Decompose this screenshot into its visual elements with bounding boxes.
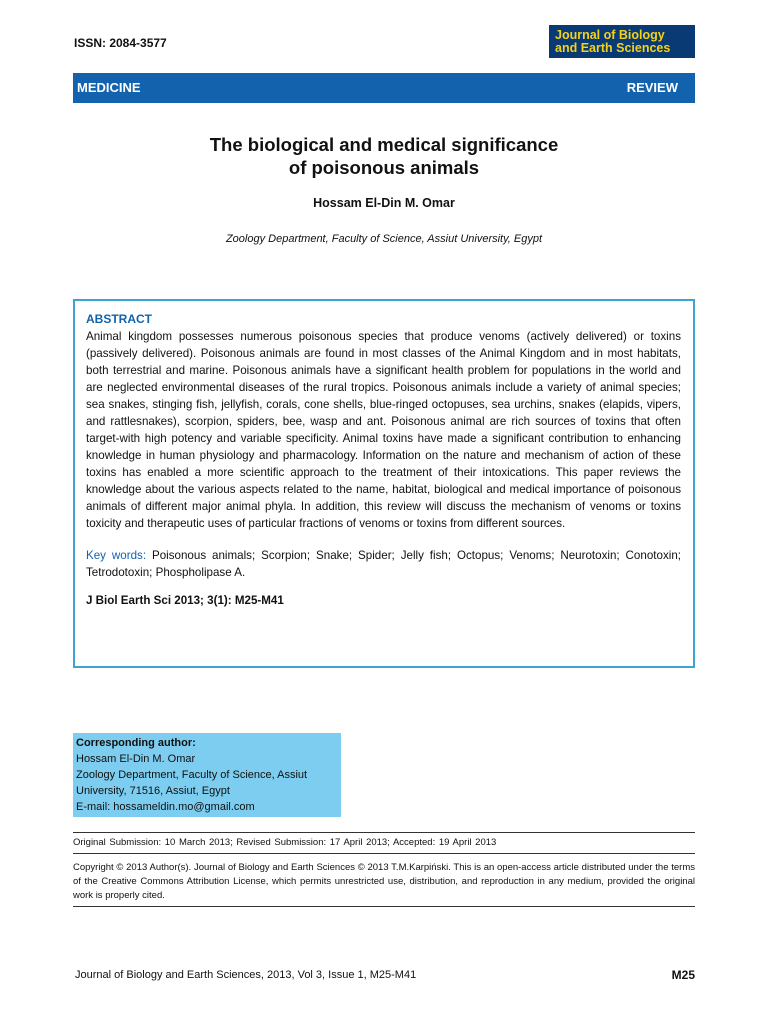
keywords-list: Poisonous animals; Scorpion; Snake; Spider; Jelly fish; Octopus; Venoms; Neurotoxin; Conotoxin; Tetrodotoxin; Phospholipase A. — [86, 549, 681, 579]
keywords — [86, 547, 681, 581]
corresponding-address-line1: Zoology Department, Faculty of Science, Assiut — [76, 769, 308, 781]
copyright-notice: Copyright © 2013 Author(s). Journal of Biology and Earth Sciences © 2013 T.M.Karpiński. This is an open-access article distributed under the terms of the Creative Commons Attribution License, which permits unrestricted use, distribution, and reproduction in any medium, provided the original work is properly cited. — [73, 862, 695, 901]
journal-logo-line1: Journal of Biology — [555, 28, 665, 42]
article-title — [73, 133, 695, 179]
journal-logo-line2: and Earth Sciences — [555, 41, 671, 55]
corresponding-address-line2: University, 71516, Assiut, Egypt — [76, 785, 230, 797]
keywords-label: Key words: — [86, 549, 147, 562]
abstract-text: Animal kingdom possesses numerous poisonous species that produce venoms (actively delivered) or toxins (passively delivered). Poisonous animals are found in most classes of the Animal Kingdom and in most habitats, both terrestrial and marine. Poisonous animals have a significant health problem for populations in the world and are neglected environmental diseases of the rural tropics. Poisonous animals include a variety of animal species; sea snakes, stinging fish, jellyfish, corals, cone shells, blue-ringed octopuses, sea urchins, snakes (elapids, vipers, and rattlesnakes), scorpion, spiders, bee, wasp and ant. Poisonous animal are rich sources of toxins that often target-with high potency and variable specificity. Animal toxins have made a significant contribution to enhancing knowledge in human physiology and pharmacology. Information on the nature and mechanism of action of these toxins has enabled a more scientific approach to the treatment of their intoxications. This paper reviews the knowledge about the various aspects related to the name, habitat, biological and medical importance of poisonous animals of different major animal phyla. In addition, this review will discuss the mechanism of venoms or toxins toxicity and therapeutic uses of particular fractions of venoms or toxins from different sources. — [86, 330, 681, 530]
citation: J Biol Earth Sci 2013; 3(1): M25-M41 — [86, 594, 284, 607]
corresponding-name: Hossam El-Din M. Omar — [76, 753, 196, 765]
submission-dates: Original Submission: 10 March 2013; Revised Submission: 17 April 2013; Accepted: 19 April 2013 — [73, 837, 497, 848]
article-title-line1: The biological and medical significance — [209, 134, 559, 155]
author-affiliation: Zoology Department, Faculty of Science, Assiut University, Egypt — [225, 233, 543, 245]
section-category: MEDICINE — [77, 80, 141, 95]
footer-journal-reference: Journal of Biology and Earth Sciences, 2013, Vol 3, Issue 1, M25-M41 — [75, 969, 417, 981]
abstract-box — [73, 299, 695, 668]
corresponding-author-box — [73, 733, 341, 817]
issn-label: ISSN: 2084-3577 — [74, 36, 167, 50]
corresponding-email: E-mail: hossameldin.mo@gmail.com — [76, 801, 255, 813]
page-number: M25 — [671, 968, 695, 982]
divider-top — [73, 832, 695, 833]
section-bar — [73, 73, 695, 103]
article-author: Hossam El-Din M. Omar — [313, 196, 455, 210]
divider-middle — [73, 853, 695, 854]
abstract-heading: ABSTRACT — [86, 312, 152, 326]
divider-bottom — [73, 906, 695, 907]
article-type: REVIEW — [626, 80, 678, 95]
corresponding-title: Corresponding author: — [76, 737, 196, 749]
journal-logo — [549, 25, 695, 58]
article-title-line2: of poisonous animals — [288, 157, 480, 178]
